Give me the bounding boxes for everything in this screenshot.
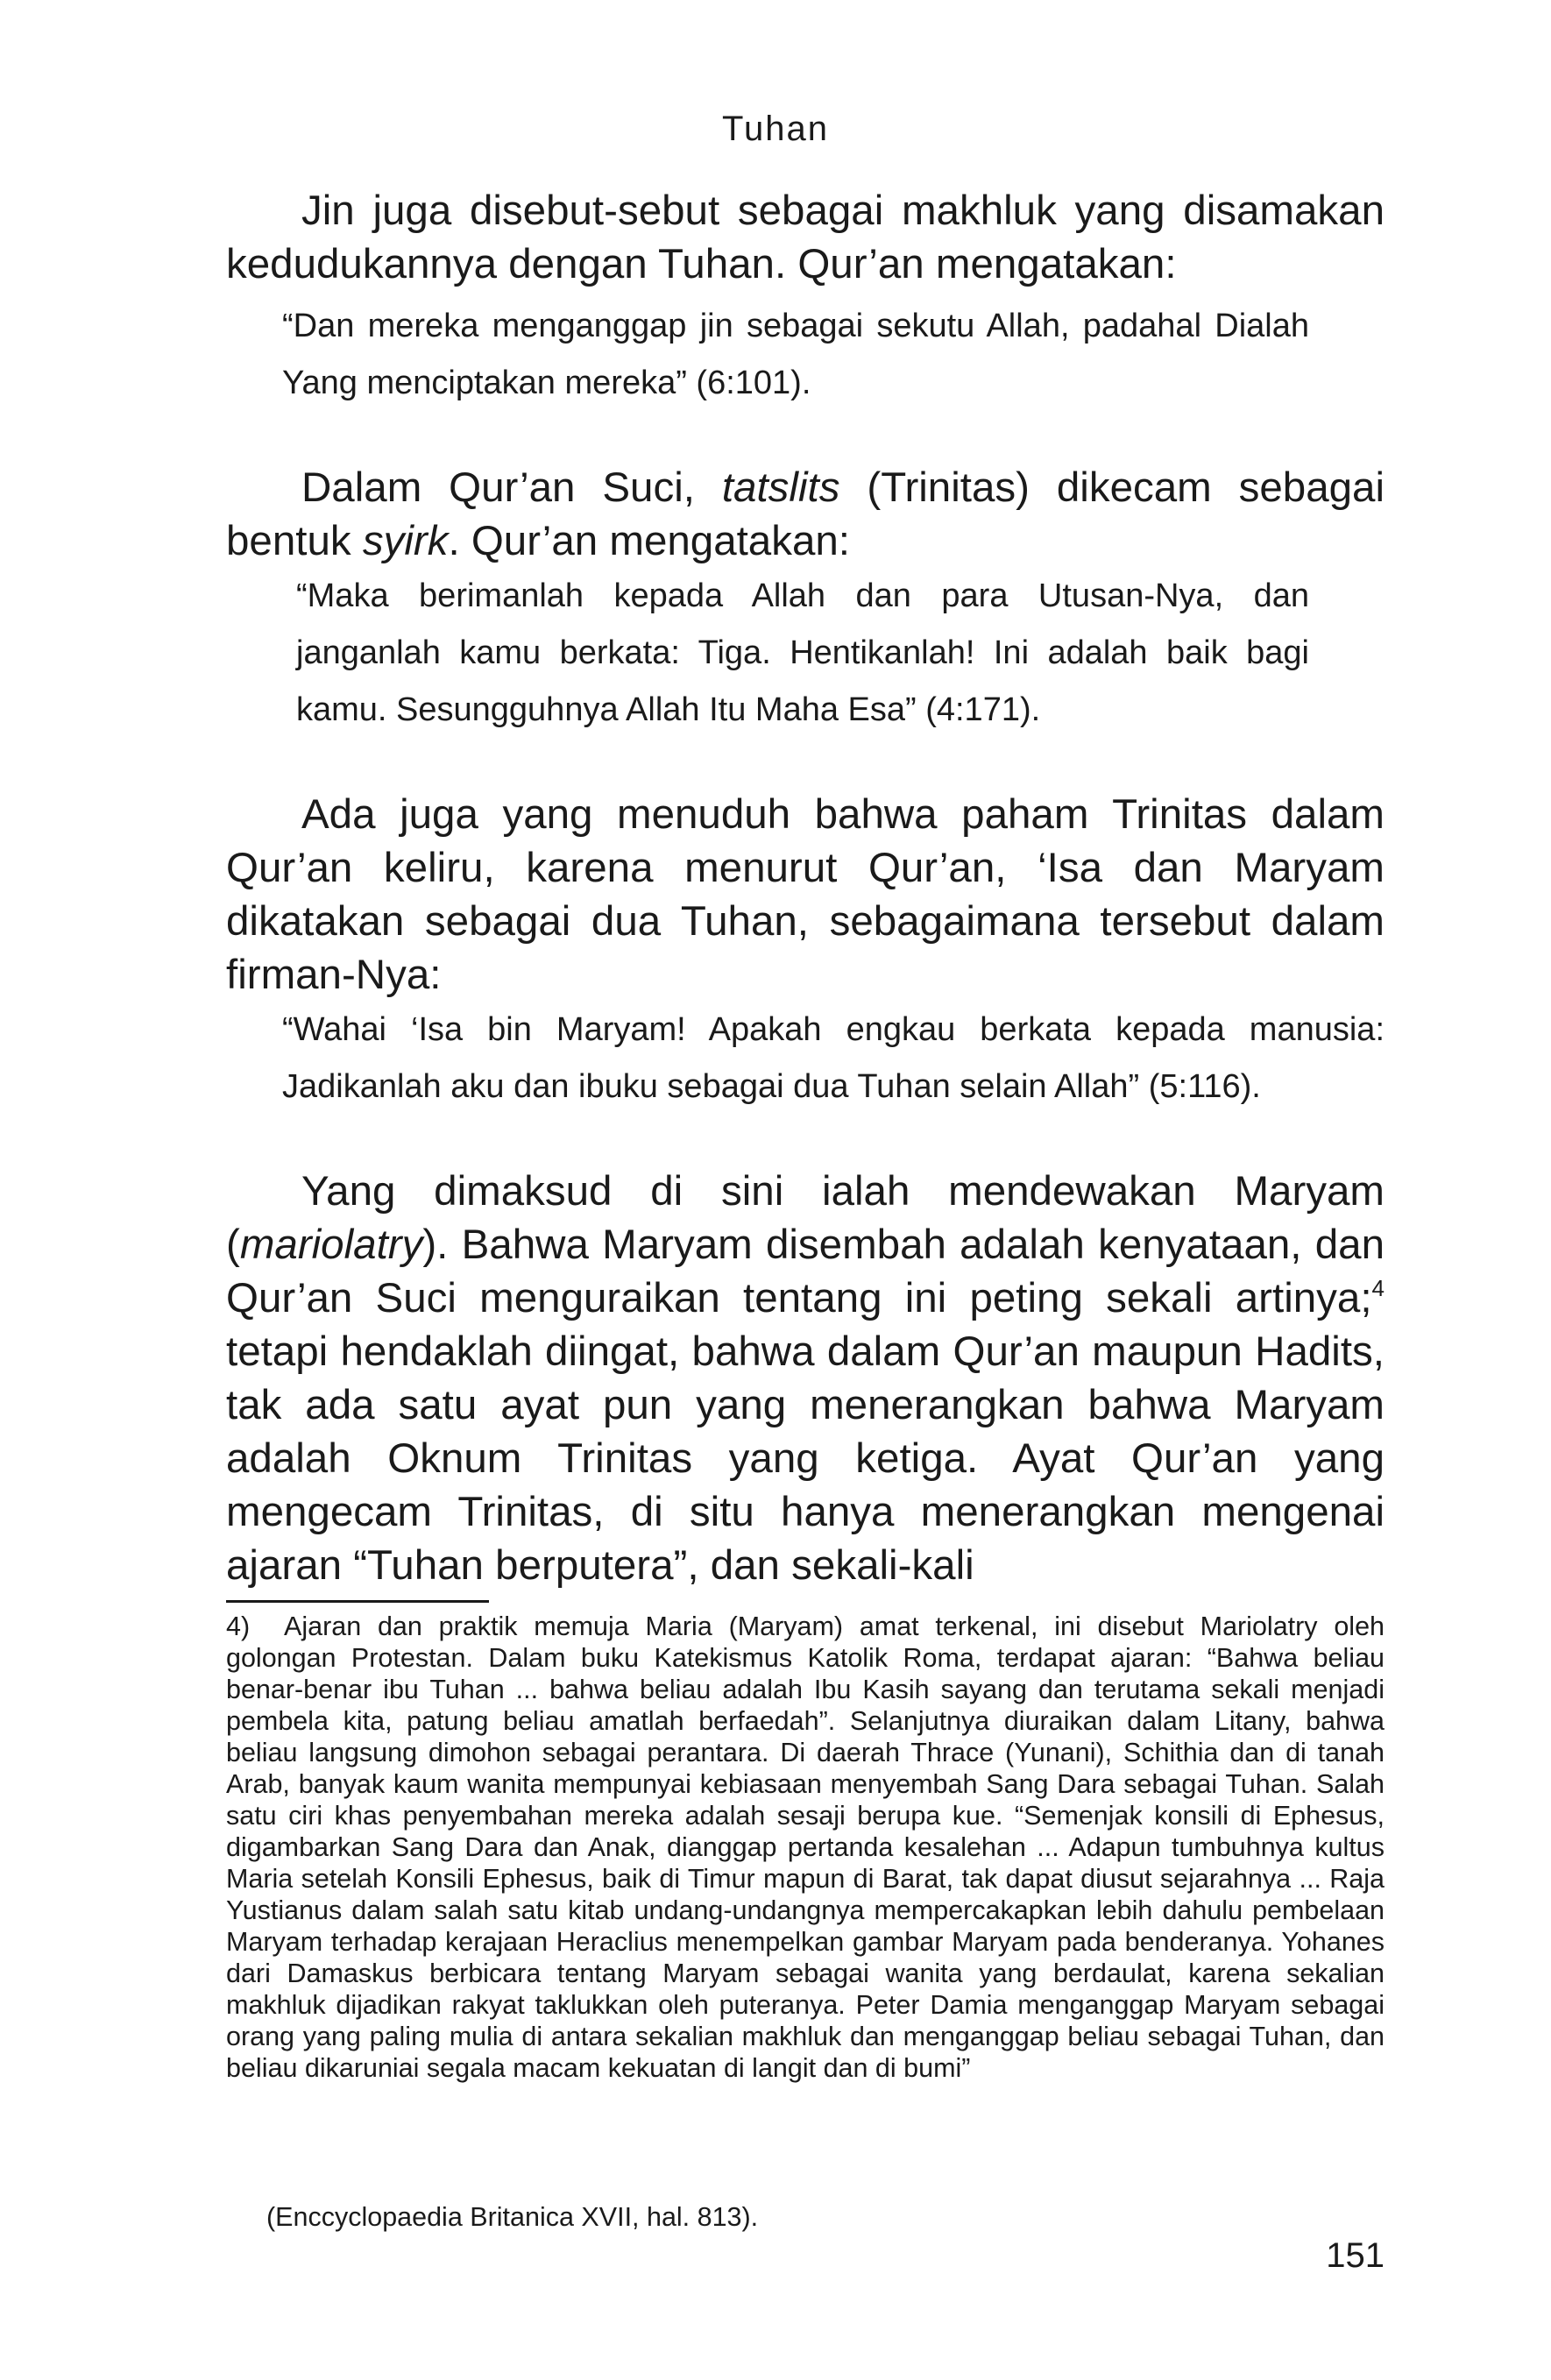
term-syirk: syirk (362, 518, 449, 564)
paragraph-jin-text: Jin juga disebut-sebut sebagai makhluk yang disamakan kedudukannya dengan Tuhan. Qur’an mengatakan: (226, 188, 1385, 287)
paragraph-trinitas (226, 461, 1385, 568)
paragraph-trinitas-text-a: Dalam Qur’an Suci, (301, 464, 722, 511)
quote-6-101-text: “Dan mereka menganggap jin sebagai sekutu Allah, padahal Dialah Yang menciptakan mereka” (6:101). (282, 308, 1309, 401)
quote-4-171 (226, 568, 1385, 739)
paragraph-mariolatry-text-c: tetapi hendaklah diingat, bahwa dalam Qur’an maupun Hadits, tak ada satu ayat pun yang menerangkan bahwa Maryam adalah Oknum Trinitas yang ketiga. Ayat Qur’an yang mengecam Trinitas, di situ hanya menerangkan mengenai ajaran “Tuhan berputera”, dan sekali-kali (226, 1328, 1385, 1589)
footnote-number: 4) (226, 1611, 251, 1641)
quote-4-171-text: “Maka berimanlah kepada Allah dan para Utusan-Nya, dan janganlah kamu berkata: Tiga. Hentikanlah! Ini adalah baik bagi kamu. Sesungguhnya Allah Itu Maha Esa” (4:171). (296, 577, 1309, 728)
footnote-4 (226, 1611, 1385, 2084)
paragraph-tuduhan (226, 788, 1385, 1002)
main-text (226, 184, 1385, 1592)
paragraph-mariolatry-text-a: Yang dimaksud di sini ialah mendewakan Maryam ( (226, 1168, 1385, 1268)
quote-6-101 (226, 298, 1385, 412)
footnote-divider (226, 1600, 489, 1603)
paragraph-jin (226, 184, 1385, 291)
paragraph-trinitas-text-b: (Trinitas) dikecam sebagai bentuk (226, 464, 1385, 564)
quote-5-116 (226, 1002, 1385, 1116)
term-mariolatry: mariolatry (239, 1222, 423, 1268)
footnote-text: Ajaran dan praktik memuja Maria (Maryam) amat terkenal, ini disebut Mariolatry oleh golongan Protestan. Dalam buku Katekismus Katolik Roma, terdapat ajaran: “Bahwa beliau benar-benar ibu Tuhan ... bahwa beliau adalah Ibu Kasih sayang dan terutama sekali menjadi pembela kita, patung beliau amatlah berfaedah”. Selanjutnya diuraikan dalam Litany, bahwa beliau langsung dimohon sebagai perantara. Di daerah Thrace (Yunani), Schithia dan di tanah Arab, banyak kaum wanita mempunyai kebiasaan menyembah Sang Dara sebagai Tuhan. Salah satu ciri khas penyembahan mereka adalah sesaji berupa kue. “Semenjak konsili di Ephesus, digambarkan Sang Dara dan Anak, dianggap pertanda kesalehan ... Adapun tumbuhnya kultus Maria setelah Konsili Ephesus, baik di Timur mapun di Barat, tak dapat diusut sejarahnya ... Raja Yustianus dalam salah satu kitab undang-undangnya mempercakapkan lebih dahulu pembelaan Maryam terhadap kerajaan Heraclius menempelkan gambar Maryam pada benderanya. Yohanes dari Damaskus berbicara tentang Maryam sebagai wanita yang berdaulat, karena sekalian makhluk dijadikan rakyat taklukkan oleh puteranya. Peter Damia menganggap Maryam sebagai orang yang paling mulia di antara sekalian makhluk dan menganggap beliau sebagai Tuhan, dan beliau dikaruniai segala macam kekuatan di langit dan di bumi” (226, 1611, 1385, 2083)
paragraph-mariolatry (226, 1165, 1385, 1592)
paragraph-trinitas-text-c: . Qur’an mengatakan: (448, 518, 851, 564)
term-tatslits: tatslits (721, 464, 840, 511)
page-number: 151 (1326, 2236, 1385, 2275)
footnote-reference[interactable]: 4 (1371, 1275, 1385, 1301)
footnote-citation: (Enccyclopaedia Britanica XVII, hal. 813). (266, 2202, 759, 2232)
running-header: Tuhan (722, 110, 829, 148)
paragraph-mariolatry-text-b: ). Bahwa Maryam disembah adalah kenyataan, dan Qur’an Suci menguraikan tentang ini peting sekali artinya; (226, 1222, 1385, 1321)
paragraph-tuduhan-text: Ada juga yang menuduh bahwa paham Trinitas dalam Qur’an keliru, karena menurut Qur’an, ‘Isa dan Maryam dikatakan sebagai dua Tuhan, sebagaimana tersebut dalam firman-Nya: (226, 791, 1385, 998)
quote-5-116-text: “Wahai ‘Isa bin Maryam! Apakah engkau berkata kepada manusia: Jadikanlah aku dan ibuku sebagai dua Tuhan selain Allah” (5:116). (282, 1011, 1385, 1105)
